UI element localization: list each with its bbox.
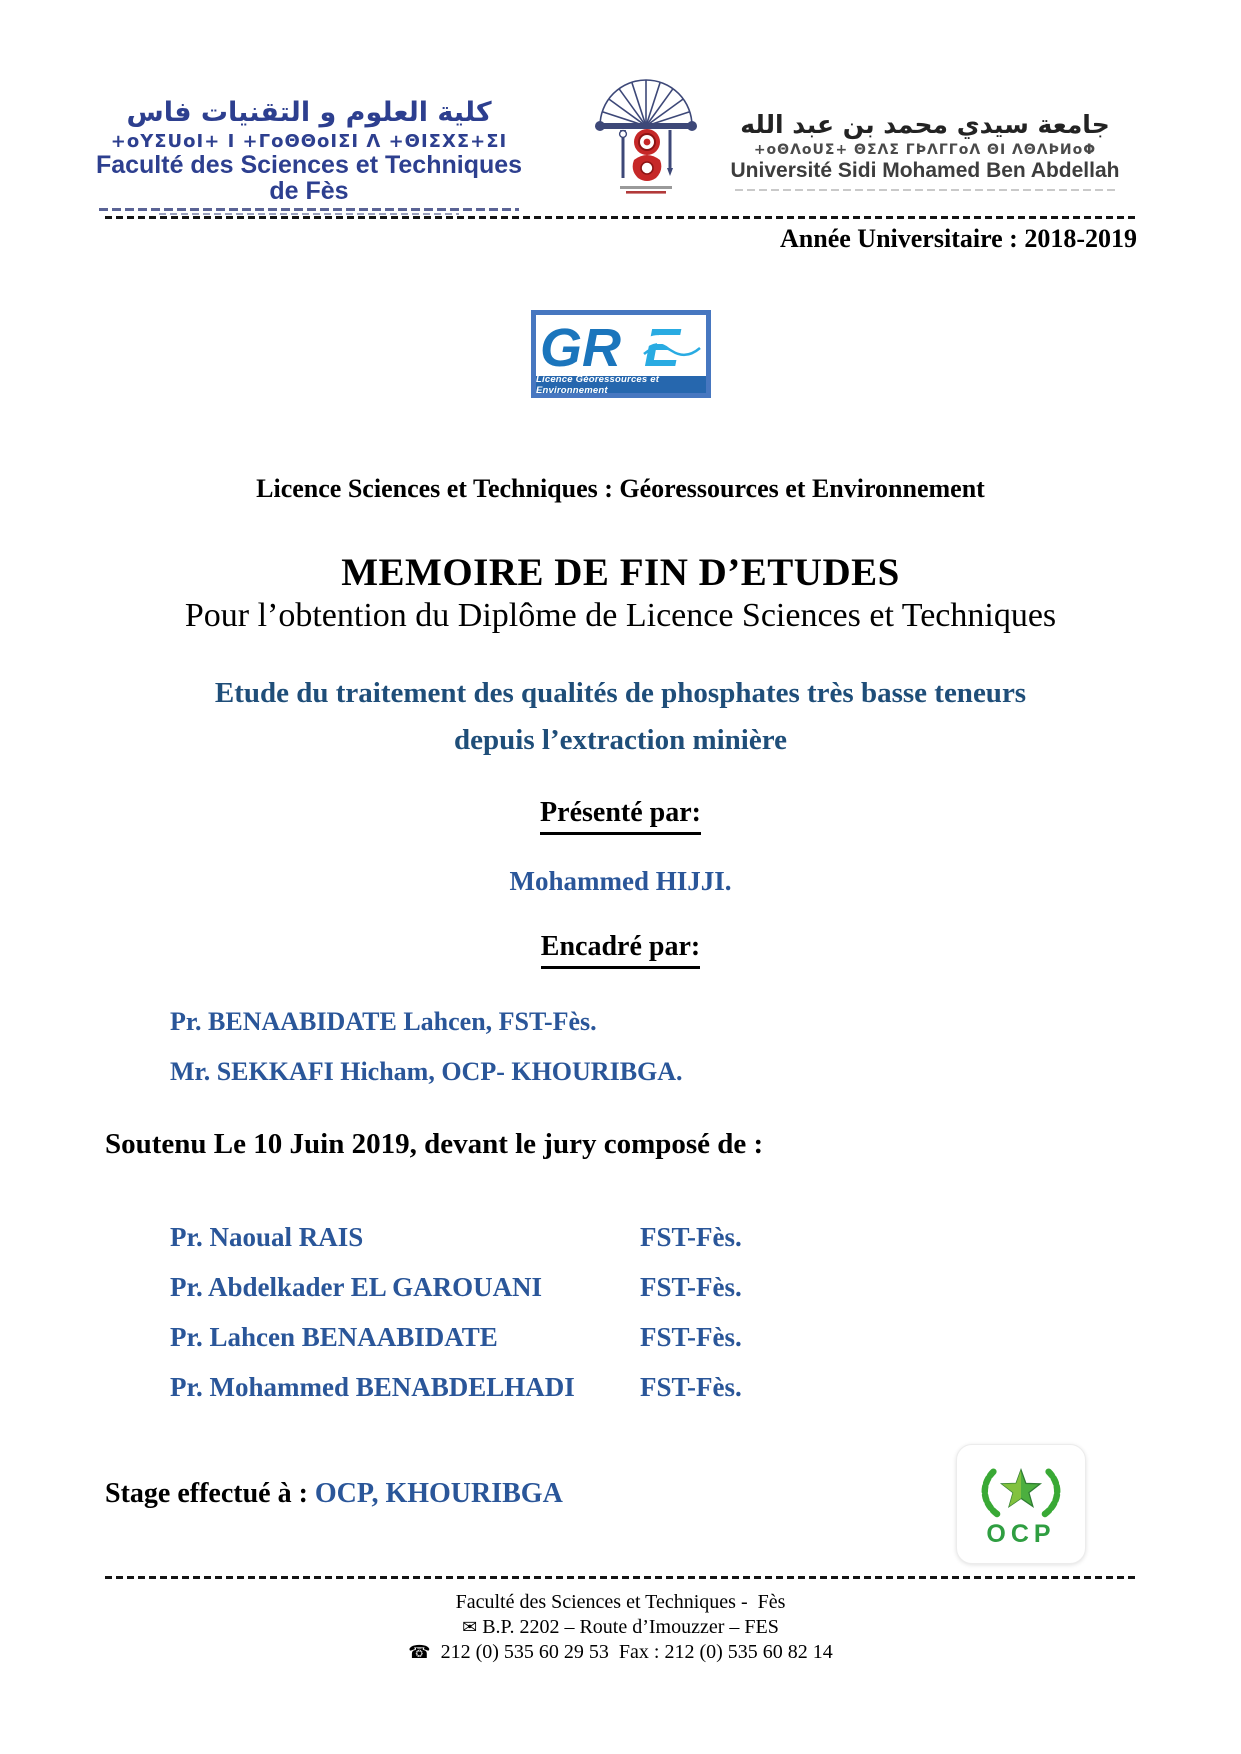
defense-intro-line: Soutenu Le 10 Juin 2019, devant le jury composé de : bbox=[105, 1128, 764, 1160]
thesis-title-line1: Etude du traitement des qualités de phosphates très basse teneurs bbox=[214, 677, 1027, 709]
internship-line bbox=[105, 1478, 563, 1510]
internship-label: Stage effectué à : bbox=[105, 1478, 308, 1509]
footer-phone-line bbox=[0, 1640, 1241, 1665]
jury-member-affiliation: FST-Fès. bbox=[640, 1222, 742, 1252]
university-name-tifinagh: +oΘΛoUΣ+ ΘΣΛΣ ΓϷΛΓΓoΛ ΘI ΛΘΛϷИoΦ bbox=[753, 142, 1097, 158]
bottom-dashed-separator bbox=[105, 1576, 1137, 1579]
jury-member-affiliation: FST-Fès. bbox=[640, 1372, 742, 1402]
university-header-block bbox=[702, 110, 1148, 191]
footer-faculty-line: Faculté des Sciences et Techniques - Fès bbox=[455, 1591, 786, 1613]
faculty-name-tifinagh: +oYΣUoI+ I +ΓoΘΘoIΣI Λ +ΘIΣΧΣ+ΣI bbox=[110, 131, 508, 152]
gre-logo bbox=[531, 310, 711, 398]
jury-member-affiliation: FST-Fès. bbox=[640, 1272, 742, 1302]
thesis-title-line2: depuis l’extraction minière bbox=[454, 724, 787, 756]
gre-gr-text: GR bbox=[540, 317, 621, 376]
footer-address-text: B.P. 2202 – Route d’Imouzzer – FES bbox=[482, 1616, 779, 1638]
jury-member-name: Pr. Naoual RAIS bbox=[170, 1222, 364, 1252]
supervised-by-label: Encadré par: bbox=[541, 931, 700, 969]
gre-logo-letters bbox=[540, 315, 702, 376]
top-dashed-separator bbox=[105, 216, 1137, 219]
faculty-header-block bbox=[86, 96, 532, 215]
ocp-star-wreath-icon bbox=[975, 1460, 1067, 1522]
supervisor-item: Mr. SEKKAFI Hicham, OCP- KHOURIBGA. bbox=[170, 1057, 683, 1086]
thesis-title bbox=[0, 670, 1241, 764]
memoir-title: MEMOIRE DE FIN D’ETUDES bbox=[341, 551, 900, 594]
jury-member-name: Pr. Abdelkader EL GAROUANI bbox=[170, 1272, 543, 1302]
envelope-icon: ✉ bbox=[462, 1617, 478, 1638]
phone-icon: ☎ bbox=[408, 1642, 431, 1663]
presented-by-label: Présenté par: bbox=[540, 797, 701, 835]
internship-location: OCP, KHOURIBGA bbox=[314, 1478, 563, 1509]
footer-address-line bbox=[0, 1615, 1241, 1640]
supervisor-item: Pr. BENAABIDATE Lahcen, FST-Fès. bbox=[170, 1007, 597, 1036]
ocp-logo-text: OCP bbox=[986, 1519, 1056, 1548]
jury-member-affiliation: FST-Fès. bbox=[640, 1322, 742, 1352]
candidate-name: Mohammed HIJJI. bbox=[509, 866, 732, 896]
faculty-name-arabic: كلية العلوم و التقنيات فاس bbox=[126, 97, 492, 128]
footer-phone-text: 212 (0) 535 60 29 53 Fax : 212 (0) 535 60 82 14 bbox=[440, 1641, 833, 1663]
header-hatch-line bbox=[99, 208, 519, 211]
degree-line: Licence Sciences et Techniques : Géoressources et Environnement bbox=[256, 474, 985, 503]
jury-member-name: Pr. Mohammed BENABDELHADI bbox=[170, 1372, 575, 1402]
supervisors-list bbox=[170, 997, 683, 1097]
university-name-arabic: جامعة سيدي محمد بن عبد الله bbox=[740, 110, 1110, 139]
presented-by-section bbox=[0, 797, 1241, 835]
header-hatch-line bbox=[735, 189, 1115, 191]
university-name-french: Université Sidi Mohamed Ben Abdellah bbox=[730, 159, 1120, 182]
usmba-emblem bbox=[590, 64, 702, 196]
academic-year-line: Année Universitaire : 2018-2019 bbox=[780, 224, 1137, 253]
ocp-logo bbox=[956, 1444, 1086, 1564]
supervised-by-section bbox=[0, 931, 1241, 969]
gre-e-text: E bbox=[644, 317, 681, 376]
gre-logo-caption: Licence Géoressources et Environnement bbox=[536, 376, 706, 393]
gre-logo-wordmark bbox=[540, 318, 702, 376]
jury-member-name: Pr. Lahcen BENAABIDATE bbox=[170, 1322, 498, 1352]
memoir-subtitle: Pour l’obtention du Diplôme de Licence Sciences et Techniques bbox=[184, 597, 1057, 634]
header-hatch-line bbox=[159, 213, 459, 215]
faculty-name-french: Faculté des Sciences et Techniques de Fès bbox=[95, 151, 523, 205]
